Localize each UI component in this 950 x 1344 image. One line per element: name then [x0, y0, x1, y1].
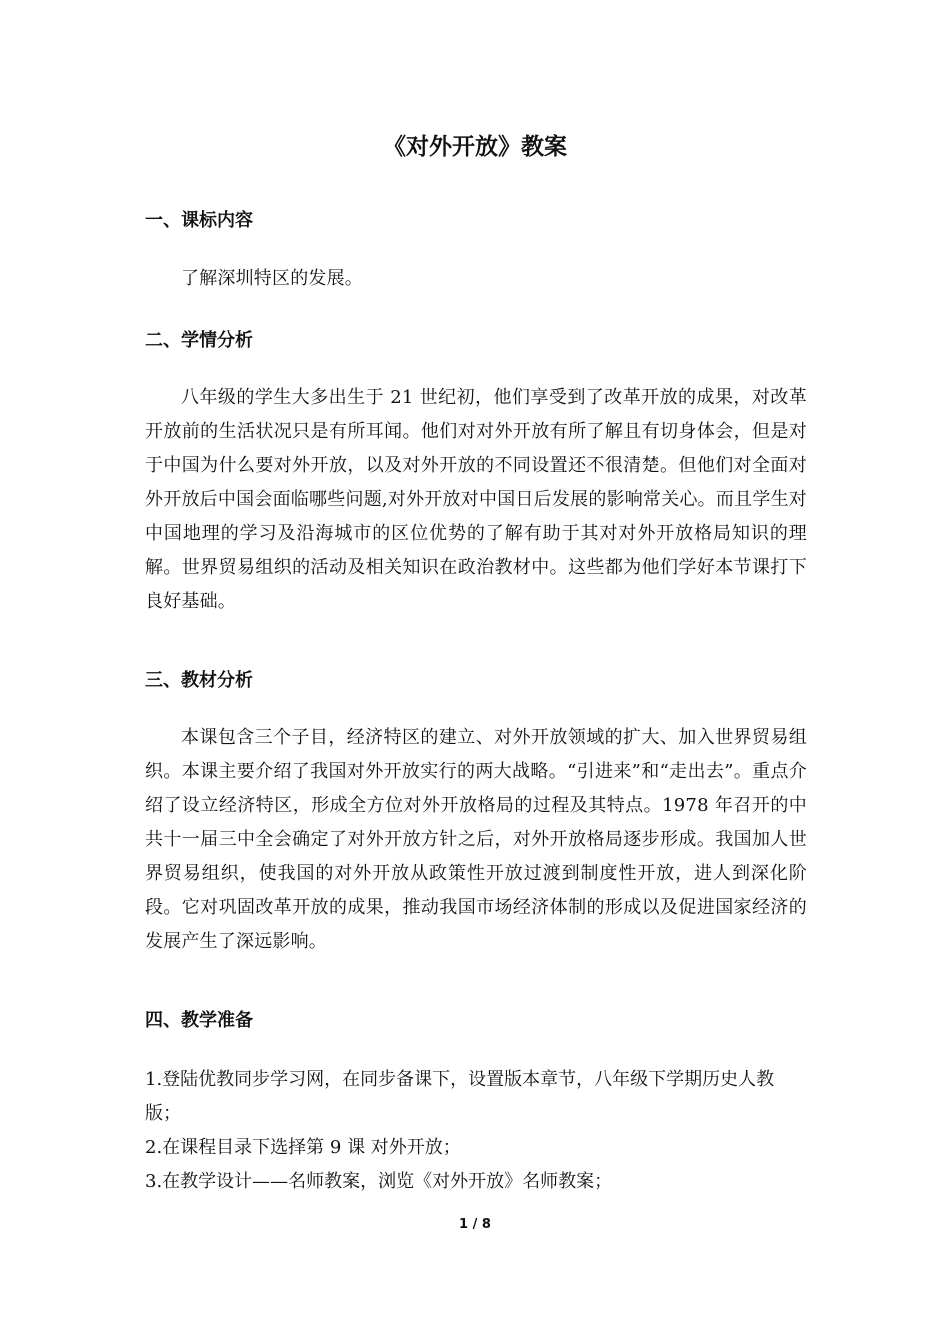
list-item: 3.在教学设计——名师教案，浏览《对外开放》名师教案；: [145, 1171, 613, 1192]
section-paragraph-curriculum: 了解深圳特区的发展。: [181, 268, 363, 289]
teaching-prep-list: [145, 1063, 807, 1199]
section-heading-teaching-prep: 四、教学准备: [145, 1010, 253, 1031]
section-heading-textbook-analysis: 三、教材分析: [145, 670, 253, 691]
section-paragraph-student-analysis: 八年级的学生大多出生于 21 世纪初，他们享受到了改革开放的成果，对改革开放前的生活状况只是有所耳闻。他们对对外开放有所了解且有切身体会，但是对于中国为什么要对外开放，以及对外开放的不同设置还不很清楚。但他们对全面对外开放后中国会面临哪些问题,对外开放对中国日后发展的影响常关心。而且学生对中国地理的学习及沿海城市的区位优势的了解有助于其对对外开放格局知识的理解。世界贸易组织的活动及相关知识在政治教材中。这些都为他们学好本节课打下良好基础。: [145, 387, 807, 612]
list-item: 1.登陆优教同步学习网，在同步备课下，设置版本章节，八年级下学期历史人教版；: [145, 1069, 775, 1124]
page-indicator: 1 / 8: [459, 1217, 491, 1232]
section-heading-curriculum: 一、课标内容: [145, 210, 253, 231]
document-title: 《对外开放》教案: [383, 134, 567, 160]
section-heading-student-analysis: 二、学情分析: [145, 330, 253, 351]
section-paragraph-textbook-analysis: 本课包含三个子目，经济特区的建立、对外开放领域的扩大、加入世界贸易组织。本课主要介绍了我国对外开放实行的两大战略。“引进来”和“走出去”。重点介绍了设立经济特区，形成全方位对外开放格局的过程及其特点。1978 年召开的中共十一届三中全会确定了对外开放方针之后，对外开放格局逐步形成。我国加人世界贸易组织，使我国的对外开放从政策性开放过渡到制度性开放，进人到深化阶段。它对巩固改革开放的成果，推动我国市场经济体制的形成以及促进国家经济的发展产生了深远影响。: [145, 727, 807, 952]
list-item: 2.在课程目录下选择第 9 课 对外开放；: [145, 1137, 461, 1158]
